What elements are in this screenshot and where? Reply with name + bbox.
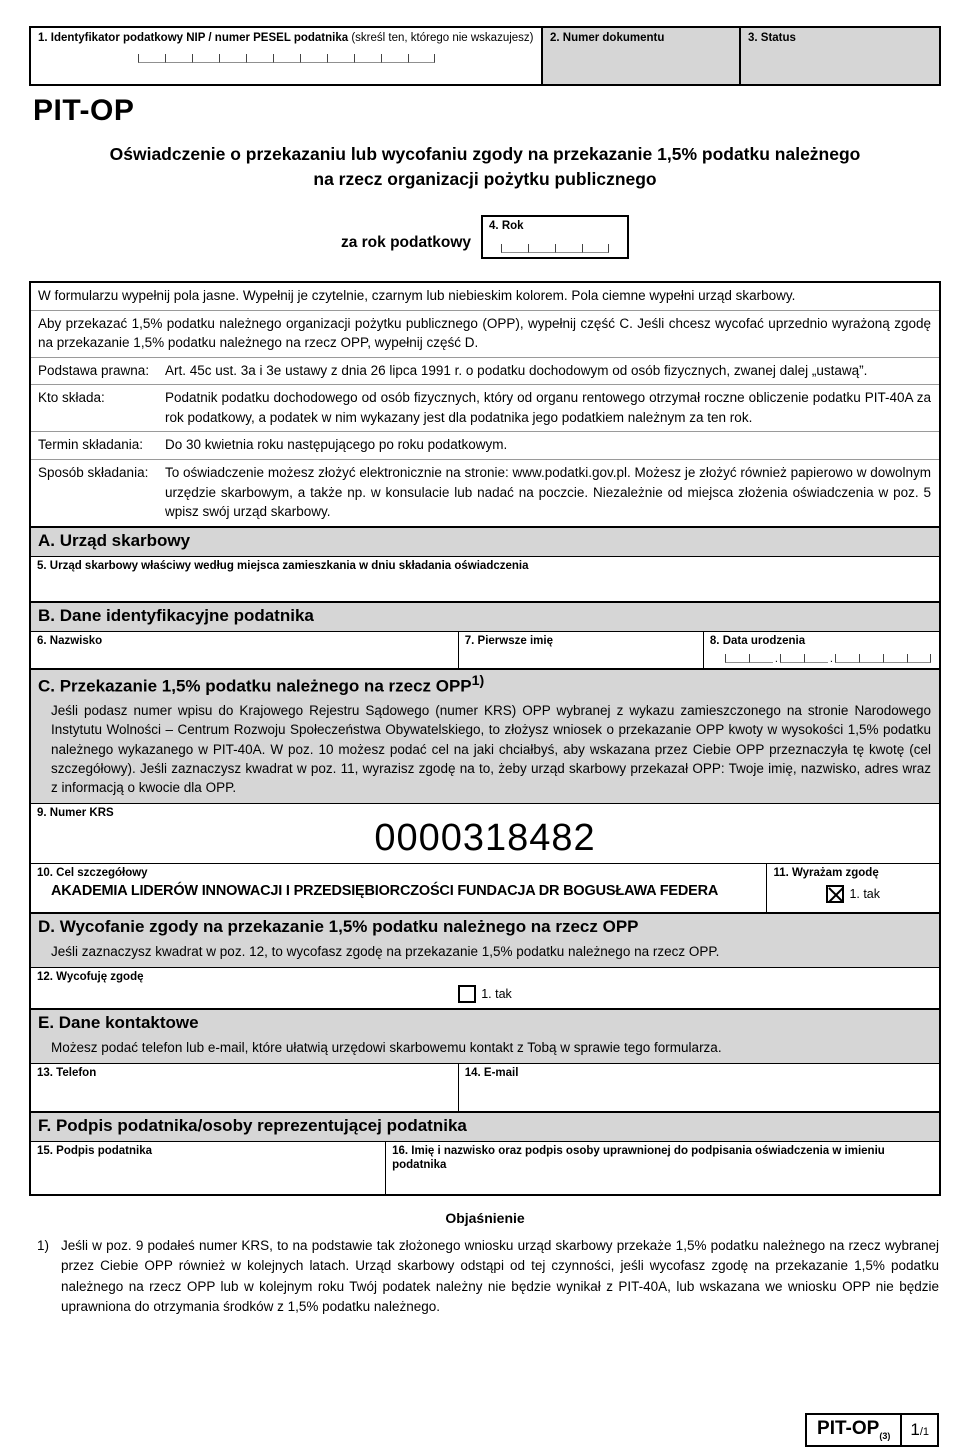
legal-basis-text: Art. 45c ust. 3a i 3e ustawy z dnia 26 lipca 1991 r. o podatku dochodowym od osób fizycznych, zwanej dalej „ustawą”. <box>165 362 868 378</box>
field-1-label: 1. Identyfikator podatkowy NIP / numer PESEL podatnika (skreśl ten, którego nie wskazujesz) <box>38 32 534 44</box>
form-code-title: PIT-OP <box>33 94 135 127</box>
section-d-block <box>31 912 939 968</box>
footnote-ref-1: 1) <box>471 672 485 689</box>
field-5-label: 5. Urząd skarbowy właściwy według miejsca zamieszkania w dniu składania oświadczenia <box>37 559 529 572</box>
deadline-row <box>31 432 939 460</box>
field-10-label: 10. Cel szczegółowy <box>37 866 148 879</box>
how-to-file-text: To oświadczenie możesz złożyć elektronicznie na stronie: www.podatki.gov.pl. Możesz je złożyć również papierowo w dowolnym urzędzie skarbowym, a także np. w konsulacie lub nadać na poczcie. Niezależnie od miejsca złożenia oświadczenia w poz. 5 wpisz swój urząd skarbowy. <box>165 464 931 520</box>
footnotes-title: Objaśnienie <box>445 1210 525 1227</box>
instruction-text: W formularzu wypełnij pola jasne. Wypełnij je czytelnie, czarnym lub niebieskim kolorem. Pola ciemne wypełni urząd skarbowy. <box>38 288 796 303</box>
field-14-email[interactable] <box>458 1064 939 1111</box>
field-2-numer-dokumentu <box>541 28 739 84</box>
field-5-urzad-skarbowy[interactable] <box>31 557 939 601</box>
field-8-data-urodzenia[interactable] <box>703 632 939 668</box>
consent-option-label: 1. tak <box>849 886 881 901</box>
section-d-intro: Jeśli zaznaczysz kwadrat w poz. 12, to wycofasz zgodę na przekazanie 1,5% podatku należnego na rzecz OPP. <box>51 943 720 959</box>
footer-form-version: (3) <box>879 1430 891 1441</box>
deadline-text: Do 30 kwietnia roku następującego po roku podatkowym. <box>165 437 508 453</box>
field-14-label: 14. E-mail <box>464 1067 519 1080</box>
field-16-podpis-osoby-uprawnionej[interactable] <box>385 1142 939 1194</box>
header-box <box>29 26 941 86</box>
krs-number-value[interactable]: 0000318482 <box>374 816 596 859</box>
pit-op-form-page <box>29 0 941 1447</box>
field-4-label: 4. Rok <box>489 220 524 232</box>
tax-year-row <box>29 215 941 259</box>
withdraw-consent-checkbox[interactable] <box>458 985 476 1003</box>
field-12-label: 12. Wycofuję zgodę <box>37 971 144 984</box>
field-9-numer-krs[interactable] <box>31 804 939 863</box>
section-a-header: A. Urząd skarbowy <box>31 526 939 557</box>
form-title-line1: Oświadczenie o przekazaniu lub wycofaniu zgody na przekazanie 1,5% podatku należnego <box>109 144 861 164</box>
section-e-intro: Możesz podać telefon lub e-mail, które ułatwią urzędowi skarbowemu kontakt z Tobą w sprawie tego formularza. <box>51 1040 722 1056</box>
footer-page-number: 1 /1 <box>910 1419 929 1439</box>
footer-form-code: PIT-$OP_{(3)}$ <box>807 1415 902 1445</box>
footnote-1 <box>29 1236 941 1317</box>
section-c-block <box>31 668 939 804</box>
year-input-comb[interactable] <box>501 244 609 253</box>
who-files-text: Podatnik podatku dochodowego od osób fizycznych, który od organu rentowego otrzymał roczne obliczenie podatku PIT-40A za rok podatkowy, a podatek w nim wykazany jest dla podatnika jego podatkiem należnym za ten rok. <box>165 390 931 425</box>
section-b-header: B. Dane identyfikacyjne podatnika <box>31 601 939 632</box>
field-13-label: 13. Telefon <box>37 1067 97 1080</box>
form-title <box>29 142 941 191</box>
field-15-podpis-podatnika[interactable] <box>31 1142 385 1194</box>
checkbox-x-mark-icon <box>827 886 845 904</box>
field-11-label: 11. Wyrażam zgodę <box>773 866 879 879</box>
field-10-cel-szczegolowy[interactable] <box>31 864 766 912</box>
instruction-text: Aby przekazać 1,5% podatku należnego organizacji pożytku publicznego (OPP), wypełnij część C. Jeśli chcesz wycofać uprzednio wyrażoną zgodę na przekazanie 1,5% podatku należnego na rzecz OPP, wypełnij część D. <box>38 315 931 351</box>
footnote-1-marker: 1) <box>37 1238 50 1254</box>
how-to-file-label: Sposób składania: <box>38 464 149 480</box>
field-12-row <box>31 968 939 1008</box>
form-title-line2: na rzecz organizacji pożytku publicznego <box>313 168 657 189</box>
how-to-file-row <box>31 460 939 526</box>
legal-basis-row <box>31 358 939 386</box>
field-11-wyrazam-zgode <box>766 864 939 912</box>
section-d-header: D. Wycofanie zgody na przekazanie 1,5% podatku należnego na rzecz OPP <box>31 914 939 942</box>
field-8-label: 8. Data urodzenia <box>709 634 806 647</box>
field-10-11-row <box>31 863 939 912</box>
who-files-label: Kto składa: <box>38 390 105 406</box>
contact-fields-row <box>31 1064 939 1111</box>
field-7-pierwsze-imie[interactable] <box>458 632 703 668</box>
deadline-label: Termin składania: <box>38 437 144 453</box>
birth-date-input-comb[interactable]: . . <box>725 654 931 663</box>
withdraw-option-label: 1. tak <box>481 986 512 1001</box>
page-footer <box>29 1413 941 1447</box>
field-13-telefon[interactable] <box>31 1064 458 1111</box>
nip-pesel-input-comb[interactable] <box>138 54 435 63</box>
identification-fields-row <box>31 632 939 668</box>
footer-box <box>805 1413 939 1447</box>
field-4-rok <box>481 215 629 259</box>
field-1-nip-pesel <box>31 28 541 84</box>
field-7-label: 7. Pierwsze imię <box>464 634 553 647</box>
field-3-label: 3. Status <box>748 32 796 44</box>
field-6-nazwisko[interactable] <box>31 632 458 668</box>
form-body <box>29 281 941 1196</box>
field-3-status <box>739 28 939 84</box>
field-2-label: 2. Numer dokumentu <box>550 32 665 44</box>
cel-szczegolowy-value[interactable]: AKADEMIA LIDERÓW INNOWACJI I PRZEDSIĘBIORCZOŚCI FUNDACJA DR BOGUSŁAWA FEDERA <box>51 882 719 899</box>
field-12-wycofuje-zgode <box>31 968 939 1008</box>
section-e-header: E. Dane kontaktowe <box>31 1010 939 1038</box>
footnote-1-text: Jeśli w poz. 9 podałeś numer KRS, to na podstawie tak złożonego wniosku urząd skarbowy przekaże 1,5% podatku należnego na rzecz wybranej przez Ciebie OPP również w kolejnych latach. Urząd skarbowy odstąpi od tej czynności, jeśli wycofasz zgodę na przekazanie 1,5% podatku należnego na rzecz OPP lub w kolejnym roku Twój podatek należny nie będzie wynikał z PIT-40A, lub wskazana we wniosku OPP nie będzie uprawniona do otrzymania środków z 1,5% podatku należnego. <box>61 1238 939 1314</box>
field-16-label: 16. Imię i nazwisko oraz podpis osoby uprawnionej do podpisania oświadczenia w imieniu podatnika <box>392 1145 885 1171</box>
section-c-intro: Jeśli podasz numer wpisu do Krajowego Rejestru Sądowego (numer KRS) OPP wybranej z wykazu zamieszczonego na stronie Narodowego Instytutu Wolności – Centrum Rozwoju Społeczeństwa Obywatelskiego, to złożysz wniosek o przekazanie OPP kwoty w wysokości 1,5% podatku należnego wykazanego w PIT-40A. W poz. 10 możesz podać cel na jaki chciałbyś, aby wskazana przez Ciebie OPP przeznaczyła tę kwotę (cel szczegółowy). Jeśli zaznaczysz kwadrat w poz. 11, wyrazisz zgodę na to, żeby urząd skarbowy przekazał OPP: Twoje imię, nazwisko, adres wraz z informacją o kwocie dla OPP. <box>51 703 931 795</box>
legal-basis-label: Podstawa prawna: <box>38 362 150 378</box>
field-5-row <box>31 557 939 601</box>
field-9-label: 9. Numer KRS <box>37 807 114 820</box>
field-15-label: 15. Podpis podatnika <box>37 1145 153 1158</box>
instruction-row-2 <box>31 311 939 358</box>
section-c-header: C. Przekazanie 1,5% podatku należnego na rzecz OPP$^{1)}$ <box>31 670 939 702</box>
consent-checkbox[interactable] <box>826 885 844 903</box>
tax-year-prefix: za rok podatkowy <box>340 234 472 251</box>
section-e-block <box>31 1008 939 1064</box>
field-6-label: 6. Nazwisko <box>37 634 103 647</box>
instruction-row-1 <box>31 283 939 311</box>
who-files-row <box>31 385 939 432</box>
signature-fields-row <box>31 1142 939 1194</box>
section-f-header: F. Podpis podatnika/osoby reprezentującej podatnika <box>31 1111 939 1142</box>
field-9-row <box>31 804 939 863</box>
